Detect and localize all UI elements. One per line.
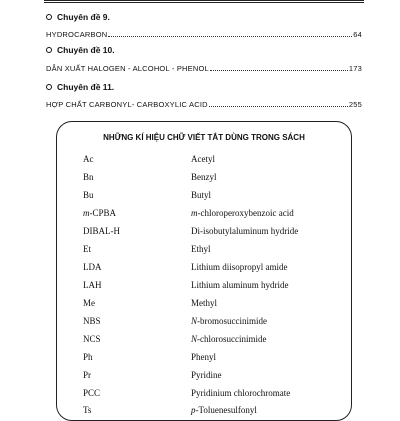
abbreviation-meaning: Butyl — [191, 190, 212, 200]
circle-bullet-icon — [46, 47, 52, 53]
abbreviation-meaning: Acetyl — [191, 154, 215, 164]
abbreviation-code: Ph — [83, 352, 93, 362]
abbreviation-row — [83, 352, 353, 368]
abbreviation-code — [83, 208, 116, 218]
italic-prefix: N — [191, 334, 198, 344]
abbreviation-row — [83, 172, 353, 188]
abbreviation-row — [83, 262, 353, 278]
abbreviations-title: NHỮNG KÍ HIỆU CHỮ VIẾT TẮT DÙNG TRONG SÁCH — [103, 133, 305, 142]
abbreviation-code: DIBAL-H — [83, 226, 120, 236]
abbreviation-row — [83, 190, 353, 206]
chapter-11-heading — [46, 82, 114, 92]
abbreviation-code: NBS — [83, 316, 101, 326]
abbreviation-code: Bu — [83, 190, 94, 200]
toc-entry-chapter-10[interactable] — [46, 64, 362, 73]
italic-prefix: p — [191, 405, 196, 415]
abbreviation-row — [83, 280, 353, 296]
abbreviation-code: Ts — [83, 405, 92, 415]
circle-bullet-icon — [46, 14, 52, 20]
meaning-text: -bromosuccinimide — [197, 316, 267, 326]
dot-leader — [108, 30, 352, 37]
abbreviation-meaning: Methyl — [191, 298, 217, 308]
dot-leader — [209, 100, 348, 107]
abbreviation-meaning — [191, 334, 267, 344]
abbreviation-meaning — [191, 405, 257, 415]
abbreviation-meaning: Di-isobutylaluminum hydride — [191, 226, 299, 236]
abbreviation-meaning: Lithium aluminum hydride — [191, 280, 289, 290]
abbreviation-meaning: Phenyl — [191, 352, 217, 362]
abbreviation-meaning: Lithium diisopropyl amide — [191, 262, 288, 272]
abbreviation-row — [83, 154, 353, 170]
abbreviation-row — [83, 388, 353, 404]
abbreviation-row — [83, 298, 353, 314]
abbreviation-meaning: Benzyl — [191, 172, 217, 182]
abbreviation-code: LDA — [83, 262, 102, 272]
chapter-10-label: Chuyên đề 10. — [57, 45, 115, 55]
toc-entry-chapter-11[interactable] — [46, 100, 362, 109]
meaning-text: -chlorosuccinimide — [197, 334, 267, 344]
abbreviation-row — [83, 405, 353, 421]
abbreviation-row — [83, 208, 353, 224]
meaning-text: -Toluenesulfonyl — [195, 405, 257, 415]
abbreviation-code: NCS — [83, 334, 101, 344]
abbreviation-code: Ac — [83, 154, 94, 164]
abbreviation-code: Pr — [83, 370, 92, 380]
abbreviation-code: Bn — [83, 172, 94, 182]
dot-leader — [210, 64, 348, 71]
code-text: -CPBA — [89, 208, 117, 218]
toc-entry-title: HỢP CHẤT CARBONYL- CARBOXYLIC ACID — [46, 100, 208, 109]
abbreviation-code: LAH — [83, 280, 102, 290]
italic-prefix: m — [191, 208, 198, 218]
abbreviation-meaning: Pyridine — [191, 370, 222, 380]
abbreviation-code: Et — [83, 244, 91, 254]
toc-entry-title: DẪN XUẤT HALOGEN - ALCOHOL - PHENOL — [46, 64, 209, 73]
abbreviation-row — [83, 370, 353, 386]
abbreviation-meaning: Ethyl — [191, 244, 211, 254]
toc-entry-page: 255 — [348, 100, 362, 109]
meaning-text: -chloroperoxybenzoic acid — [197, 208, 294, 218]
italic-prefix: N — [191, 316, 198, 326]
circle-bullet-icon — [46, 84, 52, 90]
abbreviation-code: PCC — [83, 388, 101, 398]
chapter-11-label: Chuyên đề 11. — [57, 82, 115, 92]
chapter-9-heading — [46, 12, 110, 22]
chapter-9-label: Chuyên đề 9. — [57, 12, 110, 22]
toc-entry-page: 173 — [348, 64, 362, 73]
abbreviation-row — [83, 244, 353, 260]
abbreviation-row — [83, 334, 353, 350]
abbreviation-row — [83, 316, 353, 332]
abbreviations-box — [56, 121, 352, 421]
abbreviation-meaning: Pyridinium chlorochromate — [191, 388, 291, 398]
abbreviation-meaning — [191, 208, 294, 218]
toc-entry-page: 64 — [353, 30, 362, 39]
abbreviation-code: Me — [83, 298, 95, 308]
abbreviation-meaning — [191, 316, 267, 326]
chapter-10-heading — [46, 45, 115, 55]
italic-prefix: m — [83, 208, 90, 218]
toc-entry-title: HYDROCARBON — [46, 30, 108, 39]
top-divider — [44, 0, 364, 3]
abbreviation-row — [83, 226, 353, 242]
toc-entry-chapter-9[interactable] — [46, 30, 362, 39]
